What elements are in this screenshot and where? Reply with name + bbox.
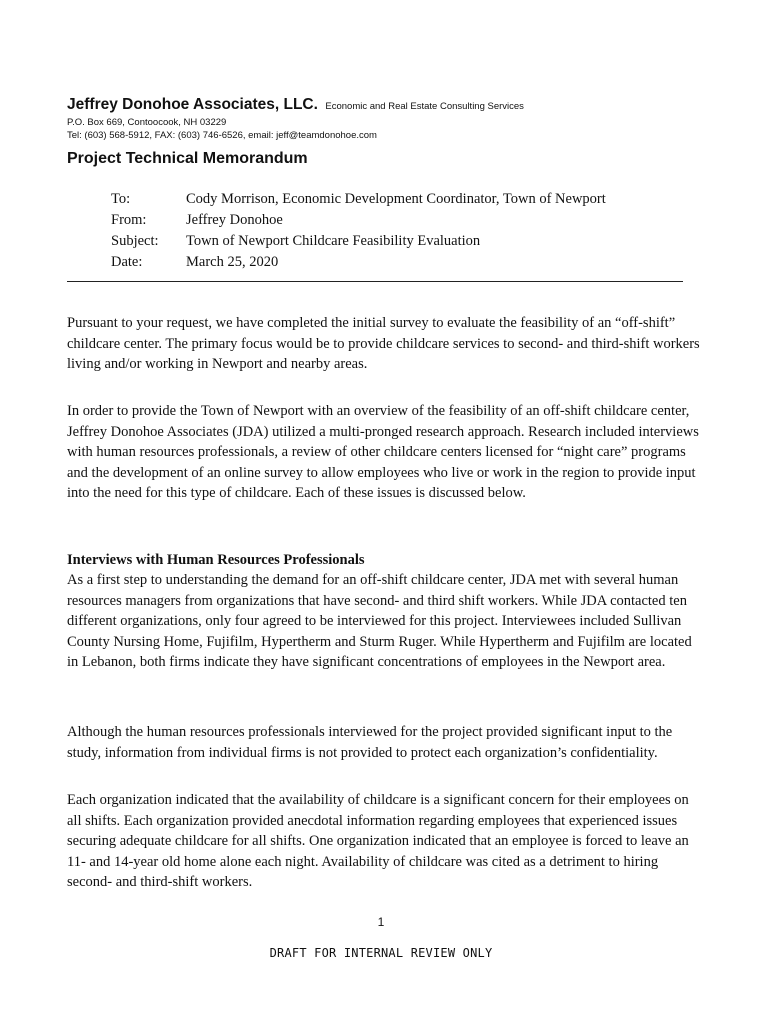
firm-address: P.O. Box 669, Contoocook, NH 03229 xyxy=(67,117,227,128)
page-number: 1 xyxy=(377,915,385,929)
memo-fields xyxy=(111,189,606,273)
memo-field-date xyxy=(111,252,606,273)
header-divider xyxy=(67,281,683,282)
body-paragraph: Pursuant to your request, we have completed the initial survey to evaluate the feasibility of an “off-shift” childcare center. The primary focus would be to provide childcare services to second- and third-shift workers living and/or working in Newport and nearby areas. xyxy=(67,315,700,372)
memo-label: To: xyxy=(111,191,131,207)
draft-notice: DRAFT FOR INTERNAL REVIEW ONLY xyxy=(269,946,493,960)
body-paragraph: Each organization indicated that the availability of childcare is a significant concern for their employees on all shifts. Each organization provided anecdotal information regarding employees that experienced issues securing adequate childcare for all shifts. One organization indicated that an employee is forced to leave an 11- and 14-year old home alone each night. Availability of childcare was cited as a detriment to hiring second- and third-shift workers. xyxy=(67,792,689,890)
memo-value: Town of Newport Childcare Feasibility Evaluation xyxy=(186,233,481,249)
memo-value: Jeffrey Donohoe xyxy=(186,212,283,228)
memo-label: From: xyxy=(111,212,147,228)
letterhead xyxy=(67,95,707,142)
memo-label: Subject: xyxy=(111,233,159,249)
memo-field-subject xyxy=(111,231,606,252)
memo-value: March 25, 2020 xyxy=(186,254,279,270)
body-paragraph: As a first step to understanding the demand for an off-shift childcare center, JDA met with several human resources managers from organizations that have second- and third shift workers. While JDA contacted ten different organizations, only four agreed to be interviewed for this project. Interviewees included Sullivan County Nursing Home, Fujifilm, Hypertherm and Sturm Ruger. While Hypertherm and Fujifilm are located in Lebanon, both firms indicate they have significant concentrations of employees in the Newport area. xyxy=(67,572,692,670)
memo-label: Date: xyxy=(111,254,143,270)
memo-value: Cody Morrison, Economic Development Coordinator, Town of Newport xyxy=(186,191,606,207)
memo-field-from xyxy=(111,210,606,231)
body-paragraph: Although the human resources professionals interviewed for the project provided significant input to the study, information from individual firms is not provided to protect each organization’s confidentiality. xyxy=(67,724,673,761)
firm-contact: Tel: (603) 568-5912, FAX: (603) 746-6526, email: jeff@teamdonohoe.com xyxy=(67,129,377,141)
firm-tagline: Economic and Real Estate Consulting Services xyxy=(325,101,524,112)
memo-title: Project Technical Memorandum xyxy=(67,150,308,167)
firm-name: Jeffrey Donohoe Associates, LLC. xyxy=(67,96,318,113)
memo-field-to xyxy=(111,189,606,210)
section-heading: Interviews with Human Resources Professionals xyxy=(67,552,365,568)
firm-line xyxy=(67,95,707,117)
body-paragraph: In order to provide the Town of Newport with an overview of the feasibility of an off-shift childcare center, Jeffrey Donohoe Associates (JDA) utilized a multi-pronged research approach. Research included interviews with human resources professionals, a review of other childcare centers licensed for “night care” programs and the development of an online survey to allow employees who live or work in the region to provide input into the need for this type of childcare. Each of these issues is discussed below. xyxy=(67,403,699,501)
